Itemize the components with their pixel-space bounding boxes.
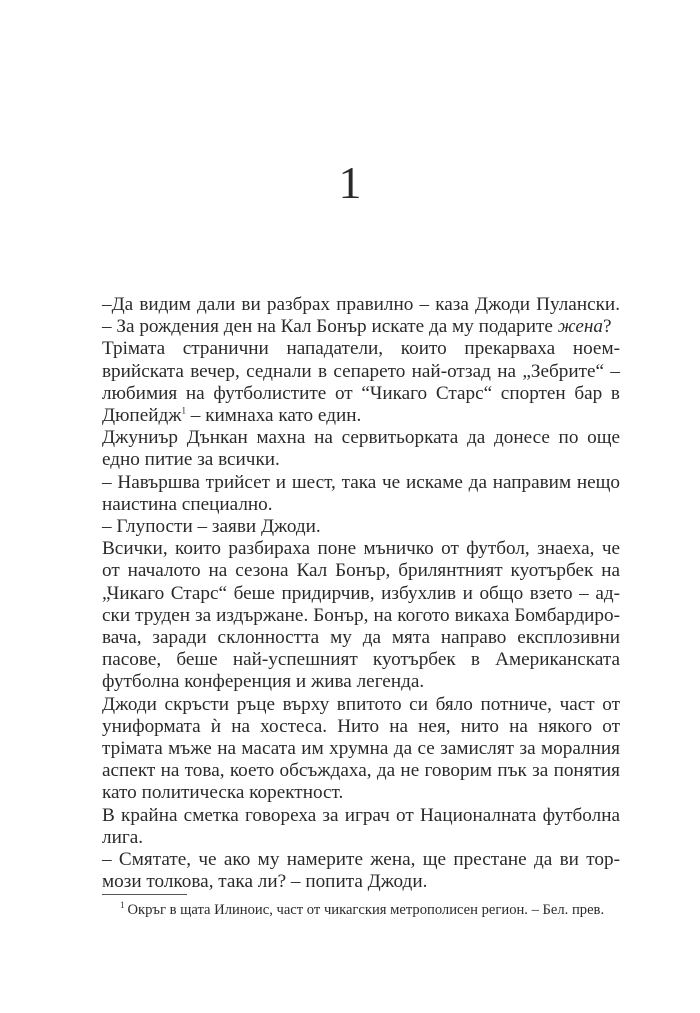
paragraph (102, 338, 620, 427)
emphasis-word: жена (557, 316, 603, 338)
chapter-body (102, 294, 620, 893)
footnote-reference: 1 (181, 405, 186, 416)
footnote (102, 900, 620, 921)
paragraph: Джуниър Дънкан махна на сервитьорката да донесе по още едно питие за всички. (102, 427, 620, 471)
paragraph: В крайна сметка говореха за играч от Националната футболна лига. (102, 804, 620, 848)
paragraph-text: Трімата странични нападатели, които прекарваха ноемврийската вечер, седнали в сепарето най-отзад на „Зебрите“ – любимия на футболистите от “Чикаго Старс“ спортен бар в Дюпейдж (102, 338, 620, 427)
paragraph: Джоди скръсти ръце върху впитото си бяло потниче, част от униформата ѝ на хостеса. Нито на нея, нито на някого от трімата мъже на масата им хрумна да се замислят за моралния аспект на това, което обсъждаха, да не говорим пък за понятия като политическа коректност. (102, 693, 620, 804)
paragraph (102, 294, 620, 338)
paragraph: – Смятате, че ако му намерите жена, ще престане да ви тормози толкова, така ли? – попита Джоди. (102, 849, 620, 893)
paragraph-text: – кимнаха като един. (186, 405, 362, 427)
paragraph: – Глупости – заяви Джоди. (102, 516, 321, 538)
footnote-number: 1 (120, 900, 125, 911)
paragraph: Всички, които разбираха поне мъничко от футбол, знаеха, че от началото на сезона Кал Бонър, брилянтният куотърбек на „Чикаго Старс“ беше придирчив, избухлив и общо взето – адски труден за издържане. Бонър, на когото викаха Бомбардировача, заради склонността му да мята направо експлозивни пасове, беше най-успешният куотърбек в Американската футболна конференция и жива легенда. (102, 538, 620, 693)
paragraph: – Навършва трийсет и шест, така че искаме да направим нещо наистина специално. (102, 471, 620, 515)
paragraph-text: –Да видим дали ви разбрах правилно – каза Джоди Пулански. – За рождения ден на Кал Бонър искате да му подарите (102, 294, 620, 338)
paragraph-text: ? (602, 316, 612, 338)
footnote-text: Окръг в щата Илиноис, част от чикагския метрополисен регион. – Бел. прев. (127, 902, 605, 918)
footnote-divider (102, 894, 187, 895)
chapter-number: 1 (338, 157, 362, 208)
